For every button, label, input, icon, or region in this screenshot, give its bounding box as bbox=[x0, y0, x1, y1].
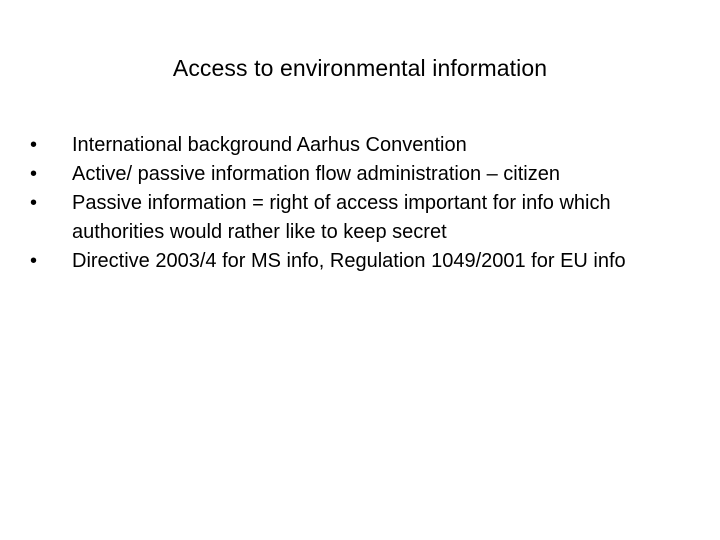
bullet-marker: • bbox=[30, 192, 38, 214]
bullet-item bbox=[30, 189, 690, 247]
bullet-item bbox=[30, 131, 690, 160]
bullet-text: International background Aarhus Convention bbox=[72, 134, 467, 156]
bullet-marker: • bbox=[30, 134, 38, 156]
bullet-item bbox=[30, 160, 690, 189]
bullet-text: Passive information = right of access important for info which authorities would rather like to keep secret bbox=[72, 192, 611, 243]
bullet-text: Active/ passive information flow administration – citizen bbox=[72, 163, 560, 185]
slide-title: Access to environmental information bbox=[172, 55, 548, 81]
bullet-marker: • bbox=[30, 250, 38, 272]
bullet-text: Directive 2003/4 for MS info, Regulation 1049/2001 for EU info bbox=[72, 250, 626, 272]
bullet-item bbox=[30, 247, 690, 276]
bullet-list bbox=[30, 131, 690, 276]
bullet-marker: • bbox=[30, 163, 38, 185]
